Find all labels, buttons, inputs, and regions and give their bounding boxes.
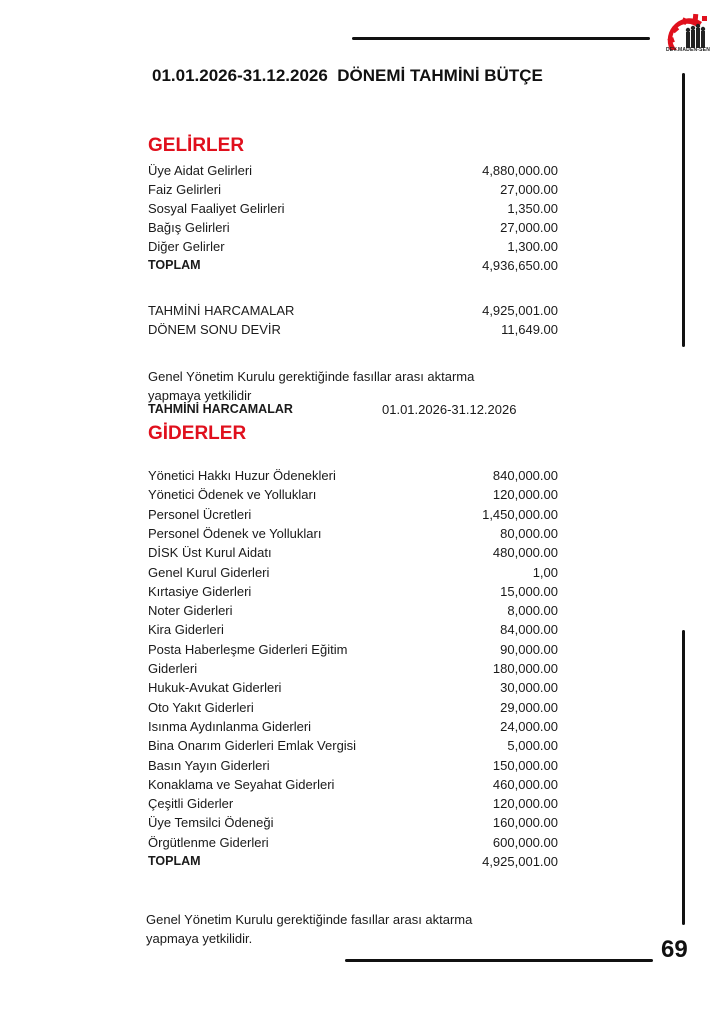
income-value: 1,300.00 (507, 239, 558, 254)
page-number: 69 (661, 936, 688, 963)
expense-value: 160,000.00 (492, 815, 558, 831)
expense-value: 1,00 (532, 564, 558, 580)
expense-value: 150,000.00 (492, 757, 558, 773)
transfer-authority-note: Genel Yönetim Kurulu gerektiğinde fasıllar arası aktarma yapmaya yetkilidir (148, 369, 475, 403)
expense-row (148, 622, 558, 641)
expense-label: Posta Haberleşme Giderleri Eğitim (148, 641, 348, 657)
expense-label: Hukuk-Avukat Giderleri (148, 680, 282, 696)
summary-row (148, 303, 558, 322)
expenses-period: 01.01.2026-31.12.2026 (382, 402, 517, 417)
expense-label: Üye Temsilci Ödeneği (148, 815, 274, 831)
summary-label: DÖNEM SONU DEVİR (148, 322, 281, 337)
expense-label: Kırtasiye Giderleri (148, 583, 252, 599)
income-label: Faiz Gelirleri (148, 182, 221, 197)
expense-value: 90,000.00 (500, 641, 558, 657)
right-margin-line-top (682, 73, 685, 347)
expense-value: 24,000.00 (500, 718, 558, 734)
summary-label: TAHMİNİ HARCAMALAR (148, 303, 295, 318)
logo-text: DEV.MADEN-SEN (665, 47, 711, 53)
expense-value: 15,000.00 (500, 583, 558, 599)
expense-label: Personel Ücretleri (148, 506, 252, 522)
expense-label: Yönetici Hakkı Huzur Ödenekleri (148, 468, 336, 483)
expense-row (148, 545, 558, 564)
expense-row (148, 796, 558, 815)
expense-row (148, 777, 558, 796)
income-row (148, 182, 558, 201)
income-value: 4,880,000.00 (482, 163, 558, 178)
income-value: 27,000.00 (500, 220, 558, 235)
income-label: Üye Aidat Gelirleri (148, 163, 253, 178)
top-divider-line (352, 37, 650, 40)
expense-value: 8,000.00 (507, 603, 558, 619)
income-row (148, 163, 558, 182)
expense-value: 120,000.00 (492, 487, 558, 503)
expense-value: 120,000.00 (492, 796, 558, 812)
expense-value: 30,000.00 (500, 680, 558, 696)
income-row (148, 201, 558, 220)
expense-row (148, 700, 558, 719)
summary-value: 11,649.00 (501, 322, 558, 337)
expense-value: 460,000.00 (492, 776, 558, 792)
expense-row (148, 526, 558, 545)
expense-label: Noter Giderleri (148, 603, 233, 619)
expense-row (148, 661, 558, 680)
expense-row (148, 603, 558, 622)
expenses-heading: GİDERLER (148, 423, 247, 444)
bottom-divider-line (345, 959, 653, 962)
expense-value: 600,000.00 (492, 834, 558, 850)
summary-row (148, 322, 558, 341)
income-total-label: TOPLAM (148, 258, 201, 272)
expense-label: Isınma Aydınlanma Giderleri (148, 718, 312, 734)
expense-value: 84,000.00 (500, 622, 558, 638)
expense-label: Giderleri (148, 661, 198, 676)
expense-label: Genel Kurul Giderleri (148, 564, 270, 580)
page-title: 01.01.2026-31.12.2026 DÖNEMİ TAHMİNİ BÜTÇE (152, 66, 543, 85)
expense-total-value: 4,925,001.00 (482, 854, 558, 869)
expense-total-row (148, 854, 558, 873)
expense-row (148, 738, 558, 757)
expense-row (148, 835, 558, 854)
income-row (148, 220, 558, 239)
expense-label: Çeşitli Giderler (148, 796, 234, 812)
expense-row (148, 468, 558, 487)
expense-label: Bina Onarım Giderleri Emlak Vergisi (148, 738, 357, 754)
expense-label: Oto Yakıt Giderleri (148, 699, 254, 715)
expense-row (148, 719, 558, 738)
transfer-authority-note-footer: Genel Yönetim Kurulu gerektiğinde fasıllar arası aktarma yapmaya yetkilidir. (146, 912, 473, 946)
expense-value: 1,450,000.00 (482, 506, 558, 522)
summary-value: 4,925,001.00 (482, 303, 558, 318)
expense-row (148, 565, 558, 584)
income-total-value: 4,936,650.00 (482, 258, 558, 273)
expense-label: DİSK Üst Kurul Aidatı (148, 545, 272, 561)
income-row (148, 239, 558, 258)
income-total-row (148, 258, 558, 277)
expense-label: Personel Ödenek ve Yollukları (148, 525, 322, 541)
expense-value: 480,000.00 (492, 545, 558, 561)
expense-value: 80,000.00 (500, 525, 558, 541)
income-value: 27,000.00 (500, 182, 558, 197)
expense-value: 180,000.00 (492, 661, 558, 676)
right-margin-line-bottom (682, 630, 685, 925)
expense-label: Kira Giderleri (148, 622, 224, 638)
income-value: 1,350.00 (507, 201, 558, 216)
expense-row (148, 758, 558, 777)
income-label: Sosyal Faaliyet Gelirleri (148, 201, 285, 216)
expense-label: Basın Yayın Giderleri (148, 757, 270, 773)
expenses-subheading: TAHMİNİ HARCAMALAR (148, 402, 293, 416)
expense-total-label: TOPLAM (148, 854, 201, 868)
expense-label: Örgütlenme Giderleri (148, 834, 269, 850)
expense-value: 840,000.00 (492, 468, 558, 483)
expense-row (148, 680, 558, 699)
income-label: Diğer Gelirler (148, 239, 225, 254)
expense-label: Konaklama ve Seyahat Giderleri (148, 776, 335, 792)
income-heading: GELİRLER (148, 135, 245, 156)
income-label: Bağış Gelirleri (148, 220, 230, 235)
expense-row (148, 487, 558, 506)
expense-row (148, 642, 558, 661)
expense-row (148, 584, 558, 603)
expense-label: Yönetici Ödenek ve Yollukları (148, 487, 317, 503)
expense-row (148, 815, 558, 834)
expense-row (148, 507, 558, 526)
expense-value: 5,000.00 (507, 738, 558, 754)
expense-value: 29,000.00 (500, 699, 558, 715)
